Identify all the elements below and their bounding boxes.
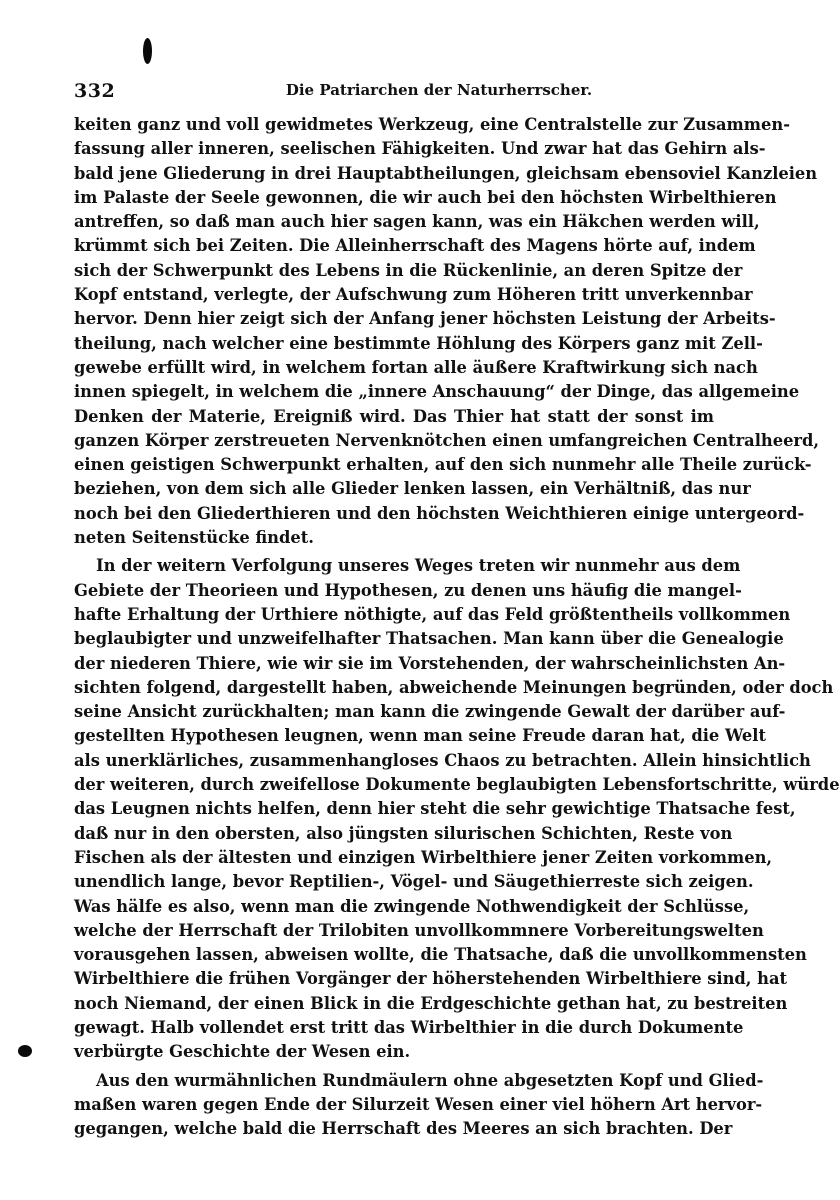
page-number: 332	[74, 80, 116, 102]
text-line: gegangen, welche bald die Herrschaft des Meeres an sich brachten. Der	[74, 1119, 733, 1139]
text-line: In der weitern Verfolgung unseres Weges treten wir nunmehr aus dem	[96, 556, 741, 576]
text-line: Denken der Materie, Ereigniß wird. Das Thier hat statt der sonst im	[74, 406, 714, 426]
text-line: hafte Erhaltung der Urthiere nöthigte, auf das Feld größtentheils vollkommen	[74, 604, 791, 624]
text-line: seine Ansicht zurückhalten; man kann die zwingende Gewalt der darüber auf-	[74, 702, 786, 722]
text-line: sichten folgend, dargestellt haben, abweichende Meinungen begründen, oder doch	[74, 677, 834, 697]
text-line: beglaubigter und unzweifelhafter Thatsachen. Man kann über die Genealogie	[74, 629, 784, 649]
text-line: gewagt. Halb vollendet erst tritt das Wirbelthier in die durch Dokumente	[74, 1017, 744, 1037]
text-line: neten Seitenstücke findet.	[74, 528, 314, 548]
text-line: das Leugnen nichts helfen, denn hier steht die sehr gewichtige Thatsache fest,	[74, 799, 796, 819]
text-line: noch Niemand, der einen Blick in die Erdgeschichte gethan hat, zu bestreiten	[74, 993, 788, 1013]
text-line: keiten ganz und voll gewidmetes Werkzeug, eine Centralstelle zur Zusammen-	[74, 115, 790, 134]
paragraph	[74, 1069, 764, 1142]
text-line: sich der Schwerpunkt des Lebens in die Rückenlinie, an deren Spitze der	[74, 260, 743, 280]
text-line: daß nur in den obersten, also jüngsten silurischen Schichten, Reste von	[74, 823, 733, 843]
text-line: gestellten Hypothesen leugnen, wenn man seine Freude daran hat, die Welt	[74, 726, 766, 746]
text-line: Was hälfe es also, wenn man die zwingende Nothwendigkeit der Schlüsse,	[74, 896, 750, 916]
text-line: beziehen, von dem sich alle Glieder lenken lassen, ein Verhältniß, das nur	[74, 479, 751, 499]
body-text	[74, 113, 840, 1141]
text-line: Fischen als der ältesten und einzigen Wirbelthiere jener Zeiten vorkommen,	[74, 847, 773, 867]
text-line: einen geistigen Schwerpunkt erhalten, auf den sich nunmehr alle Theile zurück-	[74, 455, 812, 475]
text-line: verbürgte Geschichte der Wesen ein.	[74, 1042, 411, 1062]
text-line: ganzen Körper zerstreueten Nervenknötchen einen umfangreichen Centralheerd,	[74, 430, 820, 450]
scan-ink-blot	[143, 38, 152, 64]
text-line: gewebe erfüllt wird, in welchem fortan alle äußere Kraftwirkung sich nach	[74, 357, 758, 377]
text-line: hervor. Denn hier zeigt sich der Anfang jener höchsten Leistung der Arbeits-	[74, 309, 776, 329]
text-line: unendlich lange, bevor Reptilien-, Vögel- und Säugethierreste sich zeigen.	[74, 872, 754, 892]
text-line: im Palaste der Seele gewonnen, die wir auch bei den höchsten Wirbelthieren	[74, 187, 777, 207]
page-header	[74, 80, 714, 102]
text-line: antreffen, so daß man auch hier sagen kann, was ein Häkchen werden will,	[74, 212, 760, 232]
text-line: Gebiete der Theorieen und Hypothesen, zu denen uns häufig die mangel-	[74, 580, 742, 600]
text-line: theilung, nach welcher eine bestimmte Höhlung des Körpers ganz mit Zell-	[74, 333, 763, 353]
text-line: als unerklärliches, zusammenhangloses Chaos zu betrachten. Allein hinsichtlich	[74, 750, 811, 770]
text-line: Wirbelthiere die frühen Vorgänger der höherstehenden Wirbelthiere sind, hat	[74, 969, 788, 989]
text-line: vorausgehen lassen, abweisen wollte, die Thatsache, daß die unvollkommensten	[74, 945, 807, 965]
text-line: noch bei den Gliederthieren und den höchsten Weichthieren einige untergeord-	[74, 503, 805, 523]
text-line: Kopf entstand, verlegte, der Aufschwung zum Höheren tritt unverkennbar	[74, 285, 753, 305]
text-line: innen spiegelt, in welchem die „innere Anschauung“ der Dinge, das allgemeine	[74, 382, 800, 402]
running-title: Die Patriarchen der Naturherrscher.	[285, 81, 593, 99]
scan-ink-blot	[18, 1045, 32, 1057]
text-line: der niederen Thiere, wie wir sie im Vorstehenden, der wahrscheinlichsten An-	[74, 653, 786, 673]
text-line: welche der Herrschaft der Trilobiten unvollkommnere Vorbereitungswelten	[74, 920, 764, 940]
text-line: bald jene Gliederung in drei Hauptabtheilungen, gleichsam ebensoviel Kanzleien	[74, 163, 818, 183]
text-line: maßen waren gegen Ende der Silurzeit Wesen einer viel höhern Art hervor-	[74, 1094, 763, 1114]
text-line: krümmt sich bei Zeiten. Die Alleinherrschaft des Magens hörte auf, indem	[74, 236, 756, 256]
text-line: Aus den wurmähnlichen Rundmäulern ohne abgesetzten Kopf und Glied-	[96, 1070, 764, 1090]
paragraph	[74, 554, 840, 1064]
text-line: der weiteren, durch zweifellose Dokumente beglaubigten Lebensfortschritte, würde	[74, 775, 840, 795]
text-line: fassung aller inneren, seelischen Fähigkeiten. Und zwar hat das Gehirn als-	[74, 139, 766, 159]
paragraph	[74, 113, 820, 550]
